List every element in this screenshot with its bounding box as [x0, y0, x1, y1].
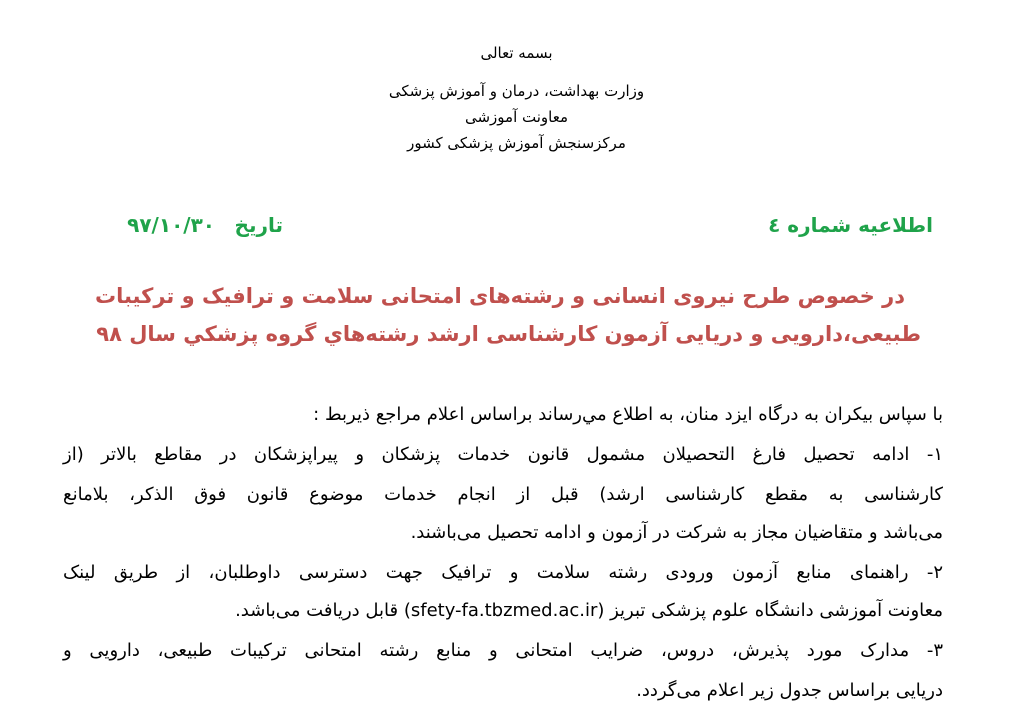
item-1-line-2: کارشناسی به مقطع کارشناسی ارشد) قبل از انجام خدمات موضوع قانون فوق الذکر، بلامانع: [63, 484, 943, 505]
basmala: بسمه تعالی: [480, 44, 553, 62]
item-3-line-1: ٣- مدارک مورد پذیرش، دروس، ضرایب امتحانی و منابع رشته امتحانی ترکیبات طبیعی، دارویی و: [63, 640, 943, 661]
notice-number: اطلاعیه شماره ٤: [768, 213, 933, 237]
item-2-line-1: ٢- راهنمای منابع آزمون ورودی رشته سلامت و ترافیک جهت دسترسی داوطلبان، از طریق لینک: [63, 562, 943, 583]
item-3-line-2: دریایی براساس جدول زیر اعلام می‌گردد.: [636, 680, 943, 701]
center-title: مرکزسنجش آموزش پزشکی کشور: [407, 134, 626, 152]
intro-paragraph: با سپاس بیکران به درگاه ایزد منان، به اطلاع مي‌رساند براساس اعلام مراجع ذیربط :: [313, 404, 943, 425]
item-1-line-3: می‌باشد و متقاضیان مجاز به شرکت در آزمون و ادامه تحصیل می‌باشند.: [410, 522, 943, 543]
ministry-title: وزارت بهداشت، درمان و آموزش پزشکی: [388, 82, 645, 100]
date-label: تاریخ: [234, 213, 283, 237]
item-1-line-1: ١- ادامه تحصیل فارغ التحصیلان مشمول قانون خدمات پزشکان و پیراپزشکان در مقاطع بالاتر (از: [63, 444, 943, 465]
date-value: ٩٧/١٠/٣٠: [127, 213, 215, 237]
headline-line-2: طبیعی،دارویی و دریایی آزمون کارشناسی ارشد رشته‌هاي گروه پزشکي سال ٩٨: [96, 322, 921, 346]
item-2-line-2: معاونت آموزشی دانشگاه علوم پزشکی تبریز (sfety-fa.tbzmed.ac.ir) قابل دریافت می‌باشد.: [235, 600, 943, 621]
deputy-title: معاونت آموزشی: [464, 108, 569, 126]
headline-line-1: در خصوص طرح نیروی انسانی و رشته‌های امتحانی سلامت و ترافیک و ترکیبات: [94, 284, 905, 308]
